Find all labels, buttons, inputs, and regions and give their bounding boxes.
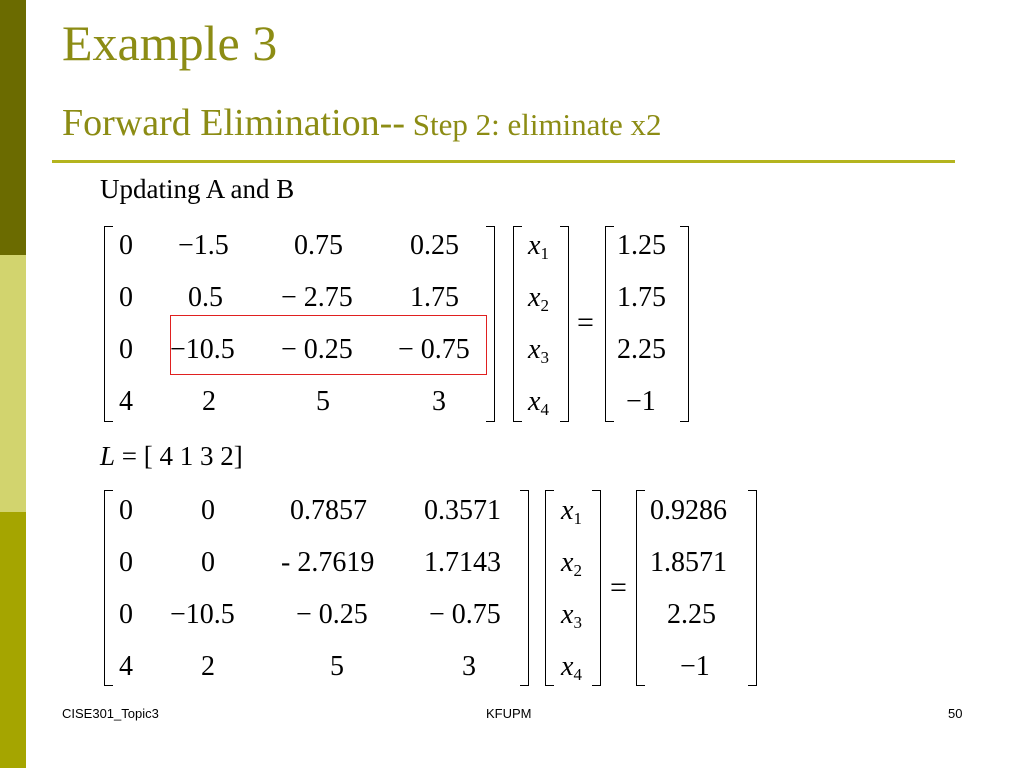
- matrix-cell: 0: [201, 495, 215, 526]
- sidebar-band-top: [0, 0, 26, 255]
- matrix-cell: 0.75: [294, 230, 343, 261]
- matrix-cell: 0: [201, 547, 215, 578]
- matrix-cell: − 0.75: [429, 599, 501, 630]
- matrix-cell: 0: [119, 495, 133, 526]
- matrix-cell: 0: [119, 599, 133, 630]
- variable-x1: $x_1$: [561, 495, 582, 528]
- b-vector-1-left-bracket: [605, 226, 614, 422]
- vector-cell: 1.25: [617, 230, 666, 261]
- vector-cell: 1.75: [617, 282, 666, 313]
- matrix-cell: 1.7143: [424, 547, 501, 578]
- matrix-a-2-right-bracket: [520, 490, 529, 686]
- matrix-cell: 0.5: [188, 282, 223, 313]
- matrix-cell: − 0.25: [281, 334, 353, 365]
- subtitle-main: Forward Elimination--: [62, 102, 405, 144]
- slide-title: Example 3: [62, 15, 278, 71]
- matrix-cell: 0: [119, 230, 133, 261]
- x-vector-2-left-bracket: [545, 490, 554, 686]
- x-vector-1-right-bracket: [560, 226, 569, 422]
- title-divider: [52, 160, 955, 163]
- matrix-cell: 0.3571: [424, 495, 501, 526]
- matrix-cell: 3: [462, 651, 476, 682]
- sidebar-band-bottom: [0, 512, 26, 768]
- updating-label: Updating A and B: [100, 174, 295, 204]
- slide-subtitle: [62, 104, 662, 142]
- matrix-cell: 0: [119, 282, 133, 313]
- variable-x1: $x_1$: [528, 230, 549, 263]
- subtitle-step: Step 2: eliminate x2: [404, 107, 662, 142]
- l-vector-row: [100, 443, 243, 470]
- b-vector-2-left-bracket: [636, 490, 645, 686]
- row-highlight-box: [170, 315, 487, 375]
- l-variable: L: [100, 441, 116, 471]
- x-vector-1-left-bracket: [513, 226, 522, 422]
- vector-cell: −1: [680, 651, 710, 682]
- l-equals: =: [121, 441, 138, 471]
- page-number: 50: [948, 706, 963, 721]
- b-vector-2-right-bracket: [748, 490, 757, 686]
- l-value: [ 4 1 3 2]: [143, 441, 243, 471]
- equals-sign: =: [577, 306, 594, 339]
- matrix-cell: 0: [119, 547, 133, 578]
- footer-course: CISE301_Topic3: [62, 706, 159, 721]
- variable-x3: $x_3$: [561, 599, 582, 632]
- equals-sign: =: [610, 571, 627, 604]
- matrix-cell: - 2.7619: [281, 547, 375, 578]
- footer-institution: KFUPM: [486, 706, 532, 721]
- matrix-cell: 5: [330, 651, 344, 682]
- variable-x2: $x_2$: [561, 547, 582, 580]
- vector-cell: 2.25: [667, 599, 716, 630]
- variable-x4: $x_4$: [561, 651, 582, 684]
- variable-x4: $x_4$: [528, 386, 549, 419]
- matrix-cell: 5: [316, 386, 330, 417]
- vector-cell: −1: [626, 386, 656, 417]
- sidebar-decoration: [0, 0, 26, 768]
- vector-cell: 0.9286: [650, 495, 727, 526]
- matrix-a-2-left-bracket: [104, 490, 113, 686]
- matrix-cell: −10.5: [170, 334, 235, 365]
- matrix-cell: 1.75: [410, 282, 459, 313]
- matrix-cell: 0: [119, 334, 133, 365]
- vector-cell: 1.8571: [650, 547, 727, 578]
- matrix-cell: 0.25: [410, 230, 459, 261]
- matrix-a-1-right-bracket: [486, 226, 495, 422]
- matrix-cell: 2: [202, 386, 216, 417]
- matrix-a-1-left-bracket: [104, 226, 113, 422]
- matrix-cell: 4: [119, 651, 133, 682]
- matrix-cell: 3: [432, 386, 446, 417]
- matrix-cell: 4: [119, 386, 133, 417]
- x-vector-2-right-bracket: [592, 490, 601, 686]
- matrix-cell: − 0.25: [296, 599, 368, 630]
- matrix-cell: 2: [201, 651, 215, 682]
- vector-cell: 2.25: [617, 334, 666, 365]
- matrix-cell: 0.7857: [290, 495, 367, 526]
- matrix-cell: −10.5: [170, 599, 235, 630]
- variable-x2: $x_2$: [528, 282, 549, 315]
- variable-x3: $x_3$: [528, 334, 549, 367]
- b-vector-1-right-bracket: [680, 226, 689, 422]
- sidebar-band-middle: [0, 255, 26, 512]
- matrix-cell: −1.5: [178, 230, 229, 261]
- matrix-cell: − 0.75: [398, 334, 470, 365]
- matrix-cell: − 2.75: [281, 282, 353, 313]
